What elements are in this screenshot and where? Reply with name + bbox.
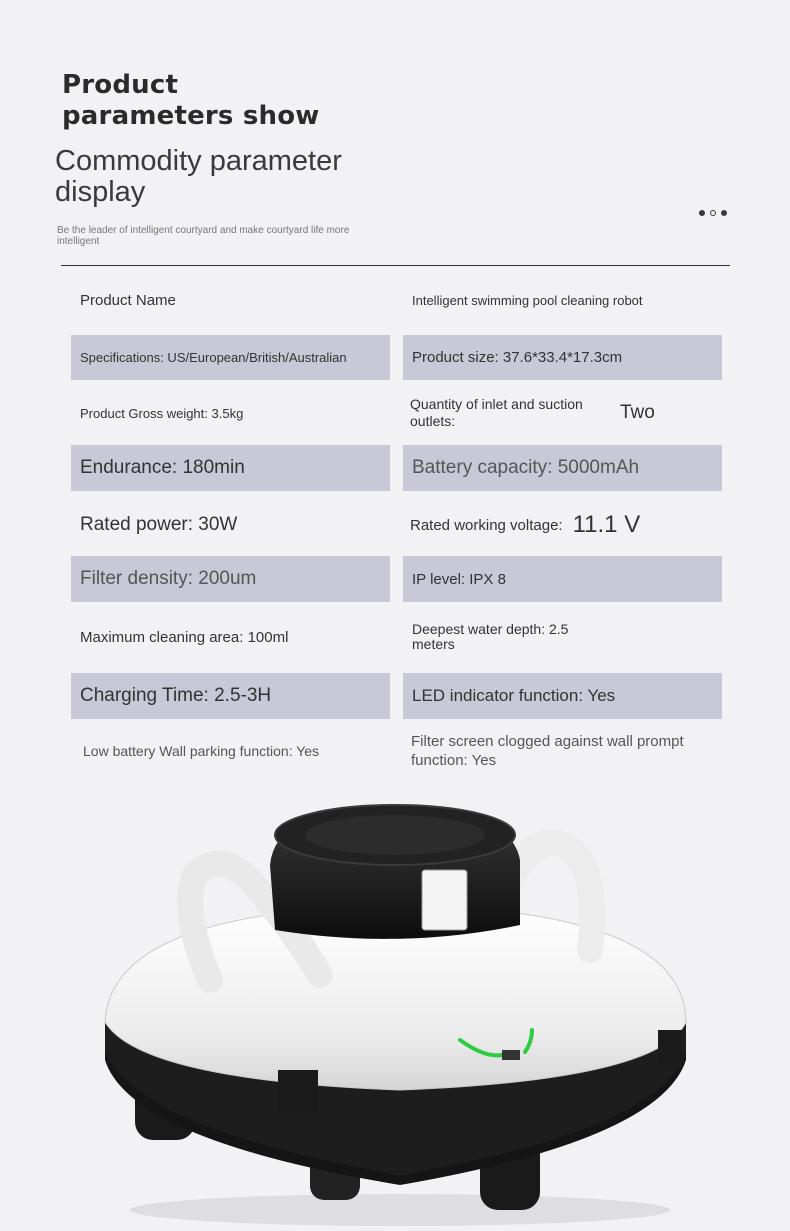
spec-ip-level: IP level: IPX 8 [403,556,722,602]
divider [61,265,730,266]
spec-specifications: Specifications: US/European/British/Australian [71,335,390,380]
spec-filter-clogged: Filter screen clogged against wall prompt function: Yes [411,733,684,769]
spec-endurance: Endurance: 180min [71,445,390,491]
dot-icon-hollow [710,210,716,216]
spec-battery-capacity: Battery capacity: 5000mAh [403,445,722,491]
shadow-shape [130,1194,670,1226]
spec-led-indicator: LED indicator function: Yes [403,673,722,719]
spec-charging-time: Charging Time: 2.5-3H [71,673,390,719]
subtitle-line-1: Commodity parameter [55,145,342,177]
latch [422,870,467,930]
spec-low-battery: Low battery Wall parking function: Yes [83,743,320,759]
subtitle [55,146,342,208]
pool-robot-image [100,790,700,1230]
title-product [62,70,320,132]
spec-gross-weight: Product Gross weight: 3.5kg [80,405,244,421]
dot-icon [721,210,727,216]
tagline: Be the leader of intelligent courtyard and make courtyard life more intelligent [57,225,350,247]
subtitle-line-2: display [55,176,146,208]
spec-rated-power: Rated power: 30W [80,514,238,535]
spec-rated-voltage: Rated working voltage: 11.1 V [410,511,641,538]
spec-product-name-label: Product Name [80,291,176,309]
spec-filter-density: Filter density: 200um [71,556,390,602]
side-clip-right [658,1030,682,1068]
spec-voltage-value: 11.1 V [572,511,641,538]
title-line-2: parameters show [62,101,320,131]
spec-product-name-value: Intelligent swimming pool cleaning robot [412,292,643,308]
spec-inlet-value: Two [620,402,655,423]
side-clip-left [278,1070,318,1115]
spec-product-size: Product size: 37.6*33.4*17.3cm [403,335,722,380]
spec-water-depth: Deepest water depth: 2.5 meters [412,621,569,652]
title-line-1: Product [62,70,179,100]
pagination-dots [699,210,727,216]
dot-icon [699,210,705,216]
spec-cleaning-area: Maximum cleaning area: 100ml [80,628,289,646]
spec-inlet-quantity: Quantity of inlet and suction outlets: Two [410,396,655,429]
